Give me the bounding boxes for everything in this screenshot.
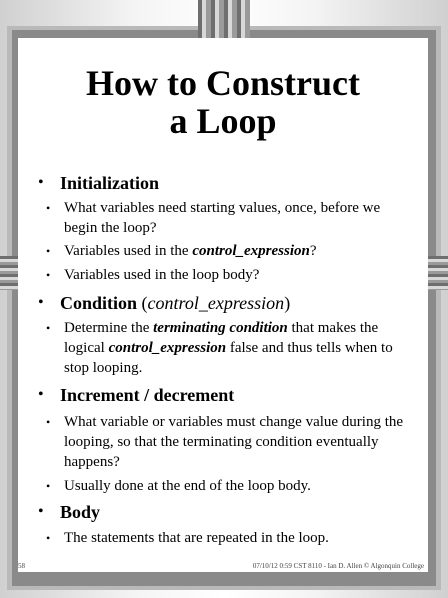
sub-bullet-icon: • <box>46 268 51 282</box>
sub-item <box>46 198 404 238</box>
sub-bullet-icon: • <box>46 531 51 545</box>
sub-item <box>46 528 404 548</box>
control-expression-term: control_expression <box>192 243 310 259</box>
bullet-icon: • <box>38 174 44 191</box>
bullet-icon: • <box>38 294 44 311</box>
heading-paren-open: ( <box>141 293 148 313</box>
sub-item <box>46 241 404 261</box>
section-heading: Initialization <box>60 173 160 193</box>
sub-bullet-icon: • <box>46 479 51 493</box>
terminating-condition-term: terminating condition <box>153 320 288 336</box>
sub-item-text: What variable or variables must change value during the looping, so that the terminating condition eventually happens? <box>64 414 404 470</box>
section-heading: Body <box>60 502 101 522</box>
heading-paren-close: ) <box>284 293 291 313</box>
footer-credit: 07/10/12 0:59 CST 8110 - Ian D. Allen © Algonquin College <box>252 562 424 570</box>
sub-item <box>46 318 404 378</box>
sub-item-text: Variables used in the loop body? <box>64 267 260 283</box>
sub-item-text-pre: Determine the <box>64 320 154 336</box>
sub-item-text-post: false and thus tells when to stop looping. <box>64 340 393 376</box>
left-decorative-stripes <box>0 256 20 290</box>
section-heading <box>60 292 290 314</box>
slide-number: 58 <box>18 562 25 570</box>
slide-title <box>18 64 428 140</box>
sub-item <box>46 476 404 496</box>
right-decorative-stripes <box>428 256 448 290</box>
sub-item-text-pre: Variables used in the <box>64 243 193 259</box>
slide <box>18 38 428 572</box>
sub-item <box>46 412 404 472</box>
heading-text: Condition <box>60 293 138 313</box>
control-expression-term: control_expression <box>108 340 227 356</box>
bullet-icon: • <box>38 386 44 403</box>
sub-item <box>46 265 404 285</box>
heading-paren-term: control_expression <box>147 293 285 313</box>
sub-item-text: Usually done at the end of the loop body. <box>64 478 311 494</box>
sub-bullet-icon: • <box>46 201 51 215</box>
title-line-2: a Loop <box>169 101 277 141</box>
title-line-1: How to Construct <box>86 63 360 103</box>
section-heading: Increment / decrement <box>60 385 235 405</box>
bullet-icon: • <box>38 503 44 520</box>
sub-item-text-mid: that makes the logical <box>64 320 379 356</box>
sub-bullet-icon: • <box>46 321 51 335</box>
sub-item-text-post: ? <box>309 243 317 259</box>
sub-item-text: The statements that are repeated in the loop. <box>64 530 329 546</box>
sub-bullet-icon: • <box>46 244 51 258</box>
sub-item-text: What variables need starting values, once, before we begin the loop? <box>64 200 381 236</box>
sub-bullet-icon: • <box>46 415 51 429</box>
